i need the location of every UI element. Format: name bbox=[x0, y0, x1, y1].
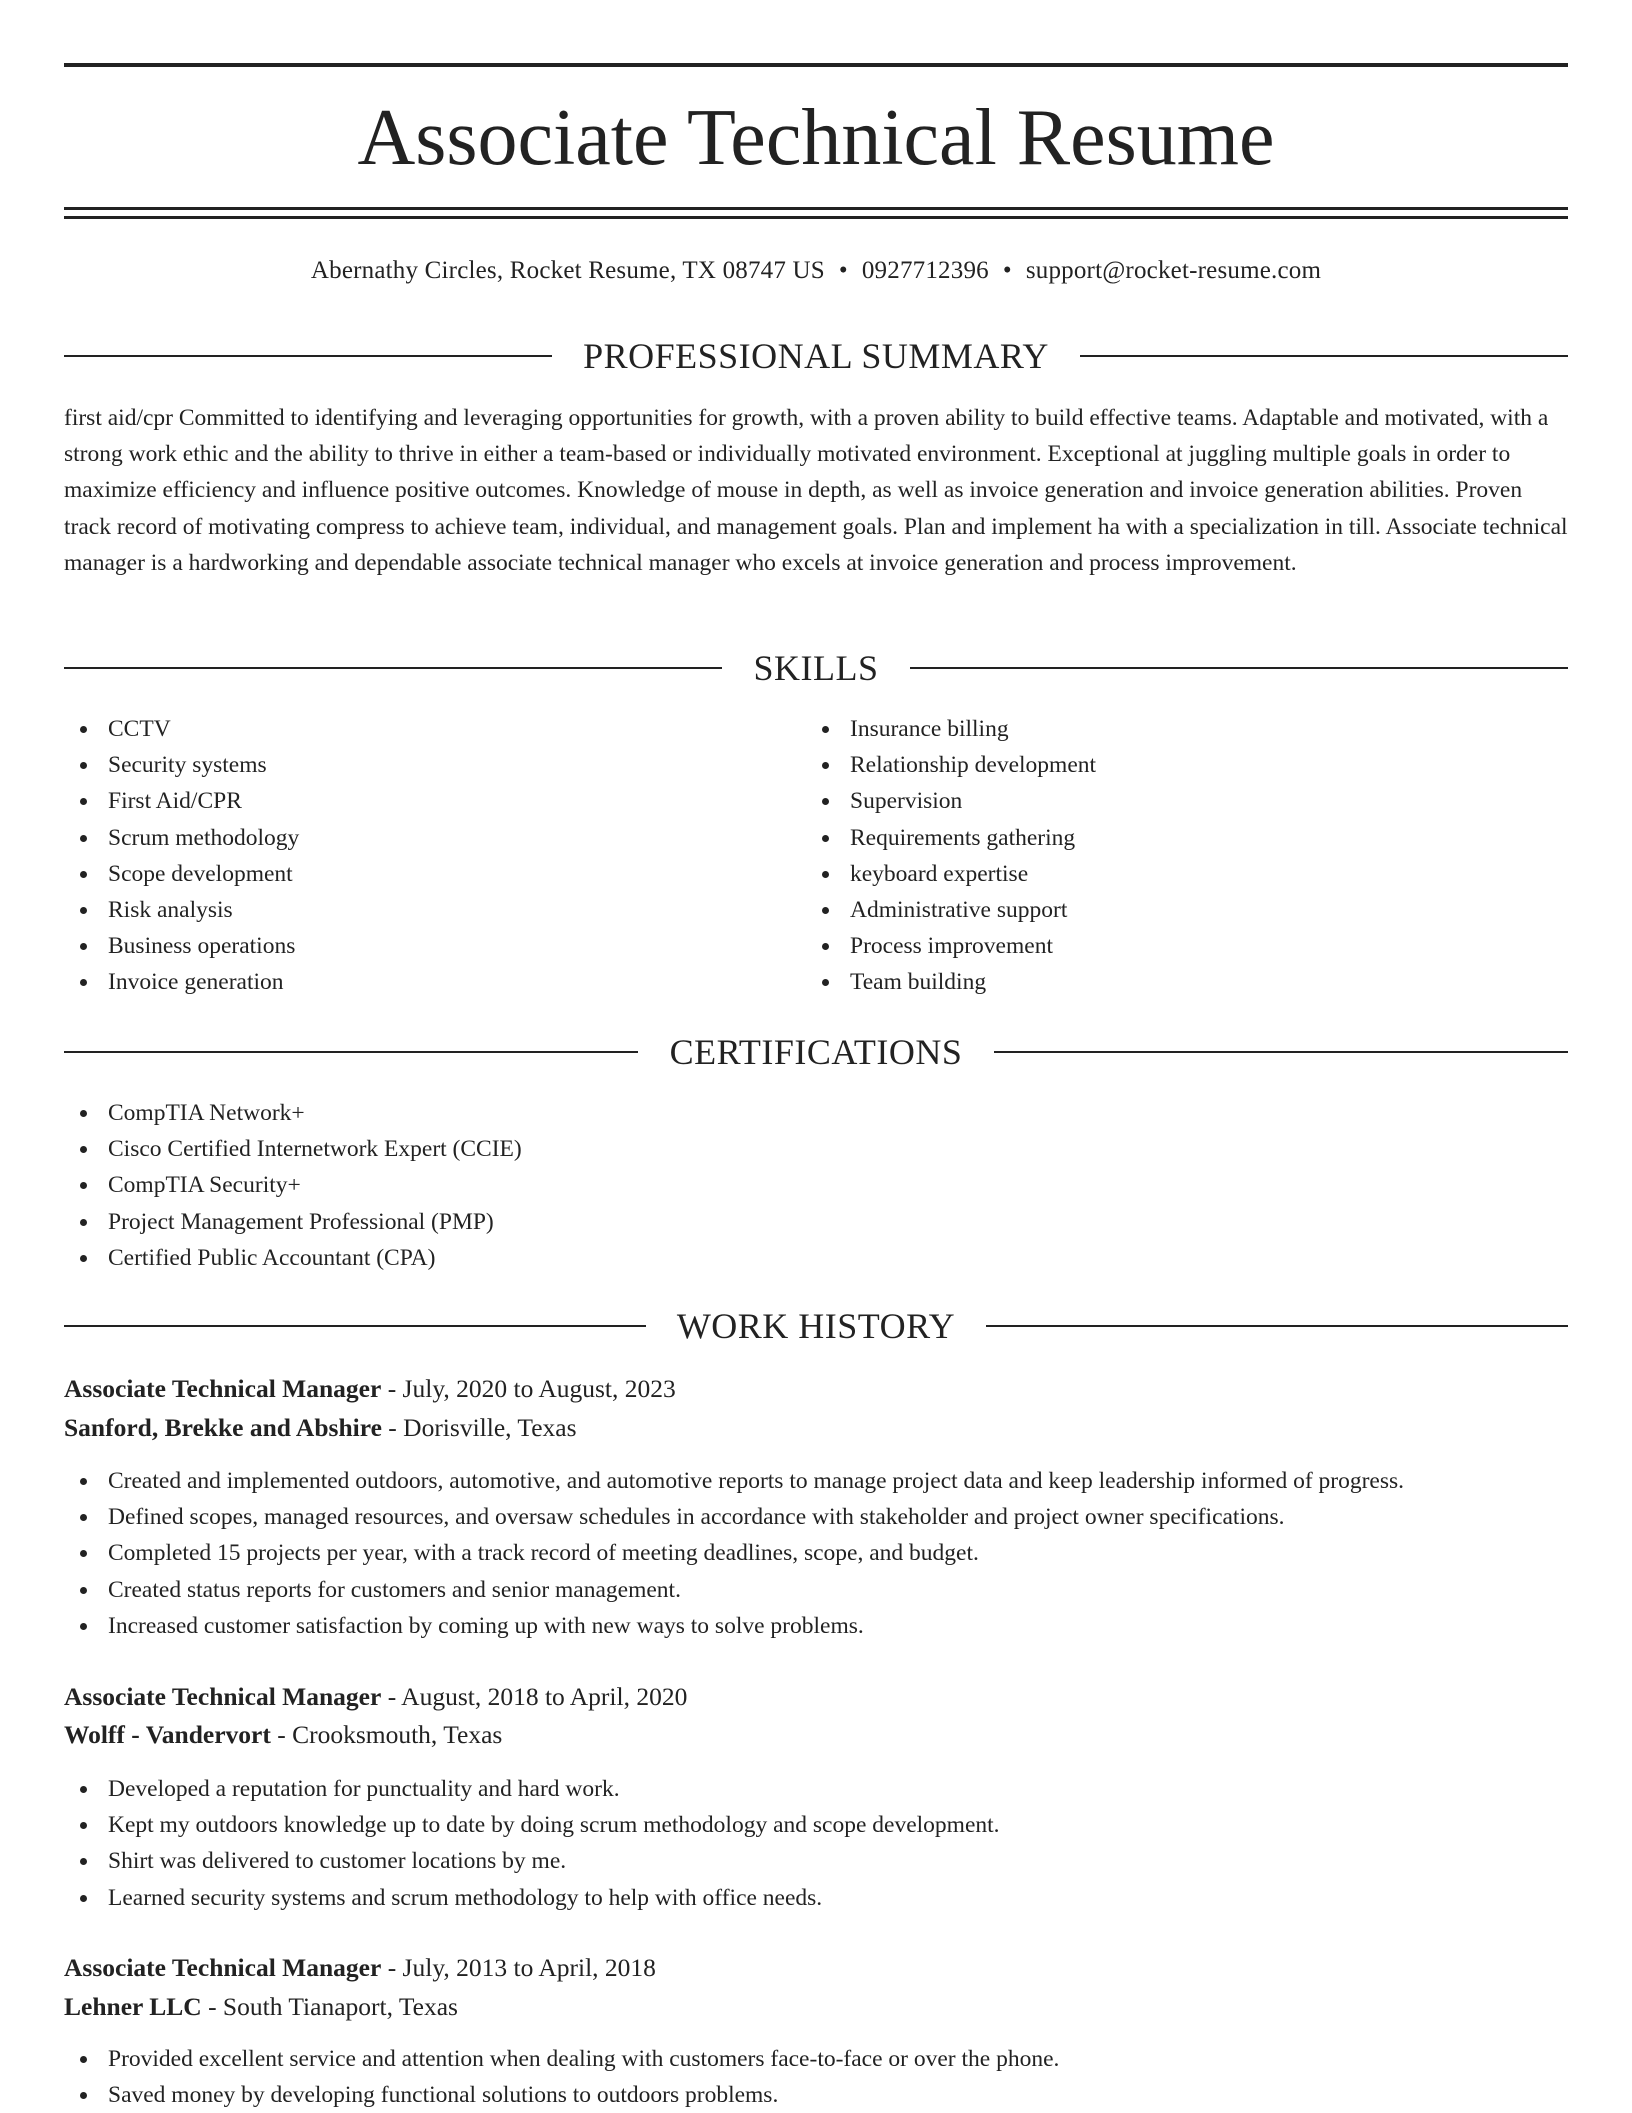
contact-phone[interactable]: 0927712396 bbox=[861, 257, 989, 284]
job-bullets bbox=[64, 2041, 1568, 2113]
skill-item: Invoice generation bbox=[64, 964, 804, 1000]
skill-item: Security systems bbox=[64, 747, 804, 783]
skill-item: Scope development bbox=[64, 856, 804, 892]
job-bullet: Completed 15 projects per year, with a track record of meeting deadlines, scope, and budget. bbox=[64, 1535, 1568, 1571]
heading-rule-right bbox=[910, 667, 1568, 669]
work-history-heading bbox=[64, 1304, 1568, 1348]
job-title-line bbox=[64, 1679, 1568, 1715]
job-bullet: Kept my outdoors knowledge up to date by doing scrum methodology and scope development. bbox=[64, 1807, 1568, 1843]
title-double-rule bbox=[64, 207, 1568, 219]
job-bullet: Increased customer satisfaction by coming up with new ways to solve problems. bbox=[64, 1608, 1568, 1644]
contact-email[interactable]: support@rocket-resume.com bbox=[1025, 257, 1322, 284]
skill-item: Administrative support bbox=[806, 892, 1546, 928]
skills-list-left bbox=[64, 711, 804, 1001]
skill-item: Process improvement bbox=[806, 928, 1546, 964]
job-title: Associate Technical Manager bbox=[64, 1682, 382, 1711]
certification-item: Project Management Professional (PMP) bbox=[64, 1204, 1568, 1240]
certification-item: CompTIA Security+ bbox=[64, 1167, 1568, 1203]
job-company-line bbox=[64, 1717, 1568, 1753]
job-bullet: Saved money by developing functional solutions to outdoors problems. bbox=[64, 2077, 1568, 2113]
job-title-line bbox=[64, 1950, 1568, 1986]
job-company: Wolff - Vandervort bbox=[64, 1720, 271, 1749]
summary-heading bbox=[64, 334, 1568, 378]
skill-item: First Aid/CPR bbox=[64, 783, 804, 819]
job-location: - South Tianaport, Texas bbox=[201, 1992, 458, 2021]
job-bullet: Created and implemented outdoors, automotive, and automotive reports to manage project data and keep leadership informed of progress. bbox=[64, 1463, 1568, 1499]
job-location: - Crooksmouth, Texas bbox=[270, 1720, 503, 1749]
skill-item: keyboard expertise bbox=[806, 856, 1546, 892]
job-company: Lehner LLC bbox=[64, 1992, 202, 2021]
skill-item: Risk analysis bbox=[64, 892, 804, 928]
job-dates: - July, 2020 to August, 2023 bbox=[381, 1374, 676, 1403]
certification-item: CompTIA Network+ bbox=[64, 1095, 1568, 1131]
job-dates: - August, 2018 to April, 2020 bbox=[381, 1682, 688, 1711]
summary-heading-label: PROFESSIONAL SUMMARY bbox=[583, 336, 1049, 376]
summary-text: first aid/cpr Committed to identifying and leveraging opportunities for growth, with a proven ability to build effective teams. Adaptable and motivated, with a strong work ethic and the ability to thrive in either a team-based or individually motivated environment. Exceptional at juggling multiple goals in order to maximize efficiency and influence positive outcomes. Knowledge of mouse in depth, as well as invoice generation and invoice generation abilities. Proven track record of motivating compress to achieve team, individual, and management goals. Plan and implement ha with a specialization in till. Associate technical manager is a hardworking and dependable associate technical manager who excels at invoice generation and process improvement. bbox=[64, 405, 1568, 576]
certifications-heading-label: CERTIFICATIONS bbox=[669, 1032, 963, 1072]
skills-heading bbox=[64, 646, 1568, 690]
job-company: Sanford, Brekke and Abshire bbox=[64, 1413, 382, 1442]
heading-rule-right bbox=[994, 1051, 1568, 1053]
heading-rule-right bbox=[986, 1325, 1568, 1327]
job-bullets bbox=[64, 1771, 1568, 1916]
contact-line bbox=[64, 254, 1568, 288]
skill-item: Requirements gathering bbox=[806, 820, 1546, 856]
contact-address: Abernathy Circles, Rocket Resume, TX 08747 US bbox=[310, 257, 825, 284]
skill-item: CCTV bbox=[64, 711, 804, 747]
skill-item: Scrum methodology bbox=[64, 820, 804, 856]
job-title: Associate Technical Manager bbox=[64, 1953, 382, 1982]
certifications-heading bbox=[64, 1030, 1568, 1074]
top-rule bbox=[64, 63, 1568, 67]
certifications-list bbox=[64, 1095, 1568, 1276]
heading-rule-right bbox=[1080, 355, 1568, 357]
job-bullet: Provided excellent service and attention when dealing with customers face-to-face or over the phone. bbox=[64, 2041, 1568, 2077]
job-location: - Dorisville, Texas bbox=[381, 1413, 577, 1442]
job-title-line bbox=[64, 1371, 1568, 1407]
skills-list-right bbox=[806, 711, 1546, 1001]
job-company-line bbox=[64, 1410, 1568, 1446]
job-bullet: Created status reports for customers and senior management. bbox=[64, 1572, 1568, 1608]
job-bullet: Defined scopes, managed resources, and oversaw schedules in accordance with stakeholder and project owner specifications. bbox=[64, 1499, 1568, 1535]
job-bullets bbox=[64, 1463, 1568, 1644]
certification-item: Cisco Certified Internetwork Expert (CCIE) bbox=[64, 1131, 1568, 1167]
skill-item: Business operations bbox=[64, 928, 804, 964]
work-history-heading-label: WORK HISTORY bbox=[676, 1306, 956, 1346]
job-bullet: Developed a reputation for punctuality and hard work. bbox=[64, 1771, 1568, 1807]
job-company-line bbox=[64, 1989, 1568, 2025]
job-dates: - July, 2013 to April, 2018 bbox=[381, 1953, 656, 1982]
job-bullet: Learned security systems and scrum methodology to help with office needs. bbox=[64, 1880, 1568, 1916]
resume-title: Associate Technical Resume bbox=[357, 94, 1275, 182]
skill-item: Relationship development bbox=[806, 747, 1546, 783]
skill-item: Insurance billing bbox=[806, 711, 1546, 747]
contact-separator: • bbox=[1002, 257, 1012, 284]
job-title: Associate Technical Manager bbox=[64, 1374, 382, 1403]
skill-item: Team building bbox=[806, 964, 1546, 1000]
certification-item: Certified Public Accountant (CPA) bbox=[64, 1240, 1568, 1276]
skill-item: Supervision bbox=[806, 783, 1546, 819]
job-bullet: Shirt was delivered to customer locations by me. bbox=[64, 1843, 1568, 1879]
contact-separator: • bbox=[838, 257, 848, 284]
skills-heading-label: SKILLS bbox=[753, 648, 879, 688]
